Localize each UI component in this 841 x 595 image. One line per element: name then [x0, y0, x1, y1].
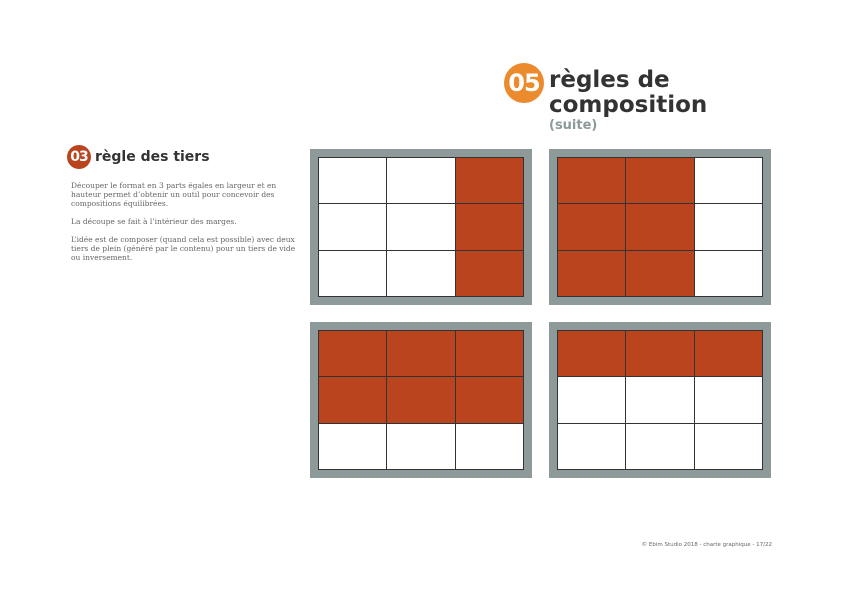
- empty-cell: [558, 424, 625, 469]
- body-paragraph: L’idée est de composer (quand cela est possible) avec deux tiers de plein (généré par le contenu) pour un tiers de vide ou inversement.: [71, 235, 296, 262]
- empty-cell: [319, 158, 386, 203]
- filled-cell: [319, 331, 386, 376]
- empty-cell: [695, 424, 762, 469]
- empty-cell: [387, 158, 454, 203]
- empty-cell: [319, 251, 386, 296]
- chapter-subtitle: (suite): [549, 118, 598, 133]
- filled-cell: [319, 377, 386, 422]
- body-paragraph: Découper le format en 3 parts égales en largeur et en hauteur permet d’obtenir un outil pour concevoir des compositions équilibrées.: [71, 181, 277, 208]
- empty-cell: [387, 251, 454, 296]
- filled-cell: [626, 251, 693, 296]
- empty-cell: [695, 251, 762, 296]
- rule-of-thirds-diagram-left-two-thirds: [549, 149, 771, 305]
- thirds-grid: [557, 330, 763, 470]
- filled-cell: [456, 331, 523, 376]
- filled-cell: [456, 204, 523, 249]
- empty-cell: [319, 424, 386, 469]
- filled-cell: [558, 331, 625, 376]
- chapter-number-badge: 05: [504, 63, 544, 103]
- empty-cell: [387, 424, 454, 469]
- empty-cell: [626, 377, 693, 422]
- body-paragraph: La découpe se fait à l’intérieur des marges.: [71, 217, 237, 226]
- empty-cell: [695, 377, 762, 422]
- thirds-grid: [557, 157, 763, 297]
- chapter-title: règles de composition: [549, 67, 708, 118]
- thirds-grid: [318, 157, 524, 297]
- rule-of-thirds-diagram-top-two-thirds: [310, 322, 532, 478]
- filled-cell: [456, 377, 523, 422]
- rule-of-thirds-diagram-right-third: [310, 149, 532, 305]
- filled-cell: [456, 251, 523, 296]
- filled-cell: [626, 158, 693, 203]
- filled-cell: [558, 158, 625, 203]
- thirds-grid: [318, 330, 524, 470]
- empty-cell: [626, 424, 693, 469]
- filled-cell: [558, 251, 625, 296]
- rule-of-thirds-diagram-top-third: [549, 322, 771, 478]
- empty-cell: [695, 158, 762, 203]
- empty-cell: [558, 377, 625, 422]
- body-text: [71, 181, 297, 271]
- filled-cell: [387, 377, 454, 422]
- filled-cell: [626, 204, 693, 249]
- empty-cell: [387, 204, 454, 249]
- filled-cell: [626, 331, 693, 376]
- filled-cell: [558, 204, 625, 249]
- filled-cell: [456, 158, 523, 203]
- empty-cell: [319, 204, 386, 249]
- filled-cell: [387, 331, 454, 376]
- filled-cell: [695, 331, 762, 376]
- empty-cell: [456, 424, 523, 469]
- section-title: règle des tiers: [95, 149, 210, 165]
- section-number-badge: 03: [67, 145, 91, 169]
- empty-cell: [695, 204, 762, 249]
- page-footer: © Ebim Studio 2018 - charte graphique - 17/22: [641, 542, 772, 548]
